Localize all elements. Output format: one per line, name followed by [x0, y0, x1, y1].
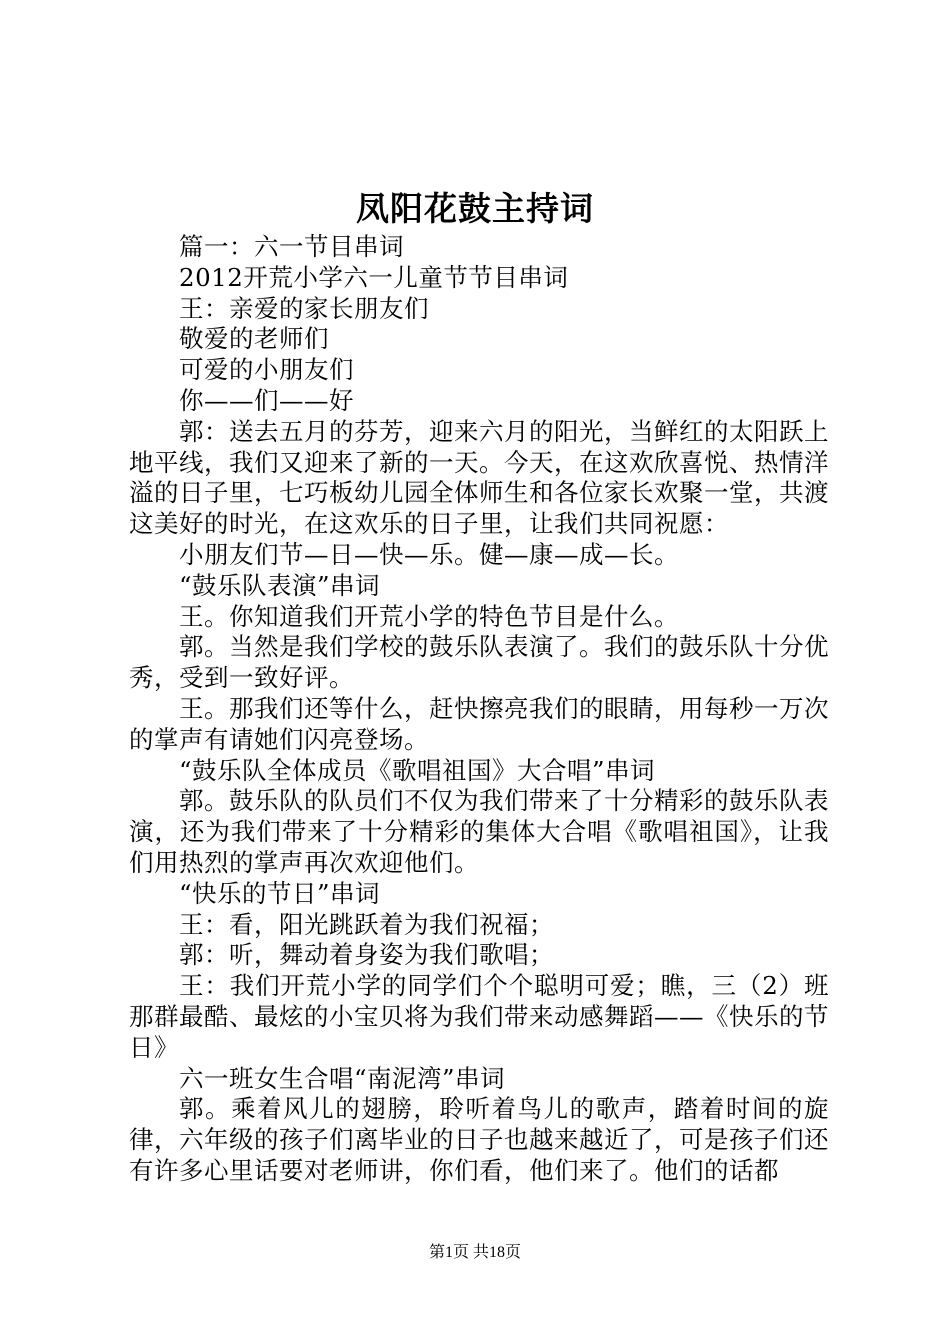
paragraph: 王：我们开荒小学的同学们个个聪明可爱；瞧，三（2）班那群最酷、最炫的小宝贝将为我们带来动感舞蹈——《快乐的节日》 — [129, 971, 829, 1062]
paragraph: 你——们——好 — [179, 385, 354, 415]
paragraph: 六一班女生合唱“南泥湾”串词 — [179, 1063, 506, 1093]
page-footer: 第1页 共18页 — [428, 1244, 521, 1261]
paragraph: 小朋友们节—日—快—乐。健—康—成—长。 — [179, 539, 679, 569]
paragraph: 王：看，阳光跳跃着为我们祝福； — [179, 909, 554, 939]
paragraph: 可爱的小朋友们 — [179, 355, 354, 385]
paragraph: 敬爱的老师们 — [179, 324, 329, 354]
paragraph: 王：亲爱的家长朋友们 — [179, 293, 429, 323]
paragraph: 郭：听，舞动着身姿为我们歌唱； — [179, 940, 554, 970]
paragraph: 郭：送去五月的芬芳，迎来六月的阳光，当鲜红的太阳跃上地平线，我们又迎来了新的一天。今天，在这欢欣喜悦、热情洋溢的日子里，七巧板幼儿园全体师生和各位家长欢聚一堂，共渡这美好的时光，在这欢乐的日子里，让我们共同祝愿： — [129, 416, 829, 539]
paragraph: 郭。乘着风儿的翅膀，聆听着鸟儿的歌声，踏着时间的旋律，六年级的孩子们离毕业的日子也越来越近了，可是孩子们还有许多心里话要对老师讲，你们看，他们来了。他们的话都 — [129, 1094, 829, 1185]
paragraph: “鼓乐队全体成员《歌唱祖国》大合唱”串词 — [179, 755, 656, 785]
paragraph: 郭。当然是我们学校的鼓乐队表演了。我们的鼓乐队十分优秀，受到一致好评。 — [129, 632, 829, 693]
paragraph: 篇一：六一节目串词 — [179, 232, 404, 261]
document-title: 凤阳花鼓主持词 — [356, 189, 594, 228]
paragraph: 王。那我们还等什么，赶快擦亮我们的眼睛，用每秒一万次的掌声有请她们闪亮登场。 — [129, 693, 829, 754]
paragraph: 郭。鼓乐队的队员们不仅为我们带来了十分精彩的鼓乐队表演，还为我们带来了十分精彩的集体大合唱《歌唱祖国》，让我们用热烈的掌声再次欢迎他们。 — [129, 786, 829, 877]
paragraph: 王。你知道我们开荒小学的特色节目是什么。 — [179, 601, 679, 631]
paragraph: 2012开荒小学六一儿童节节目串词 — [179, 262, 569, 292]
paragraph: “鼓乐队表演”串词 — [179, 570, 381, 600]
document-body — [129, 232, 829, 1187]
paragraph: “快乐的节日”串词 — [179, 878, 381, 908]
